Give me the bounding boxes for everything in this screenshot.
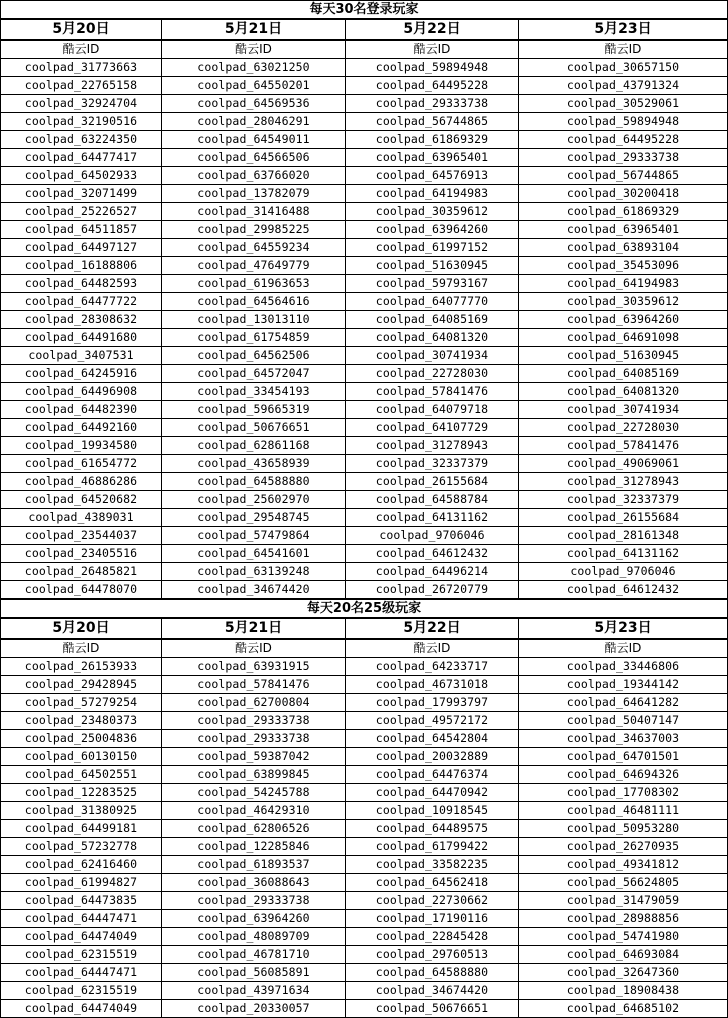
player-id-cell[interactable]: coolpad_32337379 bbox=[519, 491, 728, 509]
player-id-cell[interactable]: coolpad_64499181 bbox=[1, 820, 162, 838]
table-row bbox=[1, 113, 728, 131]
player-id-cell[interactable]: coolpad_23480373 bbox=[1, 712, 162, 730]
table-row bbox=[1, 257, 728, 275]
table-row bbox=[1, 221, 728, 239]
player-id-cell[interactable]: coolpad_19344142 bbox=[519, 676, 728, 694]
player-id-cell[interactable]: coolpad_31479059 bbox=[519, 892, 728, 910]
player-id-cell[interactable]: coolpad_64691098 bbox=[519, 329, 728, 347]
table-row bbox=[1, 563, 728, 581]
table-row bbox=[1, 820, 728, 838]
player-id-cell[interactable]: coolpad_61997152 bbox=[346, 239, 519, 257]
player-id-cell[interactable]: coolpad_64612432 bbox=[519, 581, 728, 599]
player-id-cell[interactable]: coolpad_64612432 bbox=[346, 545, 519, 563]
player-id-cell[interactable]: coolpad_64542804 bbox=[346, 730, 519, 748]
table-row bbox=[1, 401, 728, 419]
player-id-cell[interactable]: coolpad_34637003 bbox=[519, 730, 728, 748]
player-id-cell[interactable]: coolpad_46429310 bbox=[162, 802, 346, 820]
player-id-cell[interactable]: coolpad_64572047 bbox=[162, 365, 346, 383]
date-header: 5月23日 bbox=[519, 618, 728, 639]
player-id-cell[interactable]: coolpad_64562418 bbox=[346, 874, 519, 892]
player-id-cell[interactable]: coolpad_64693084 bbox=[519, 946, 728, 964]
player-id-cell[interactable]: coolpad_33446806 bbox=[519, 658, 728, 676]
player-id-cell[interactable]: coolpad_62700804 bbox=[162, 694, 346, 712]
player-id-cell[interactable]: coolpad_64478070 bbox=[1, 581, 162, 599]
section-2-body bbox=[1, 658, 728, 1018]
player-table-section-2 bbox=[0, 599, 728, 1018]
table-row bbox=[1, 293, 728, 311]
table-row bbox=[1, 275, 728, 293]
player-id-cell[interactable]: coolpad_64482593 bbox=[1, 275, 162, 293]
section-2-date-row bbox=[1, 618, 728, 639]
table-row bbox=[1, 748, 728, 766]
player-id-cell[interactable]: coolpad_50676651 bbox=[162, 419, 346, 437]
table-row bbox=[1, 509, 728, 527]
date-header: 5月21日 bbox=[162, 19, 346, 40]
player-id-cell[interactable]: coolpad_64085169 bbox=[346, 311, 519, 329]
player-id-cell[interactable]: coolpad_57479864 bbox=[162, 527, 346, 545]
table-row bbox=[1, 437, 728, 455]
player-id-cell[interactable]: coolpad_61869329 bbox=[346, 131, 519, 149]
player-id-cell[interactable]: coolpad_35453096 bbox=[519, 257, 728, 275]
player-id-cell[interactable]: coolpad_64549011 bbox=[162, 131, 346, 149]
player-id-cell[interactable]: coolpad_64245916 bbox=[1, 365, 162, 383]
player-id-cell[interactable]: coolpad_61799422 bbox=[346, 838, 519, 856]
player-id-cell[interactable]: coolpad_64588880 bbox=[162, 473, 346, 491]
player-id-cell[interactable]: coolpad_3407531 bbox=[1, 347, 162, 365]
player-id-cell[interactable]: coolpad_64576913 bbox=[346, 167, 519, 185]
player-id-cell[interactable]: coolpad_31278943 bbox=[346, 437, 519, 455]
player-id-cell[interactable]: coolpad_64491680 bbox=[1, 329, 162, 347]
section-1-body bbox=[1, 59, 728, 599]
player-id-cell[interactable]: coolpad_22765158 bbox=[1, 77, 162, 95]
player-id-cell[interactable]: coolpad_64559234 bbox=[162, 239, 346, 257]
player-id-cell[interactable]: coolpad_22728030 bbox=[519, 419, 728, 437]
player-id-cell[interactable]: coolpad_64131162 bbox=[519, 545, 728, 563]
table-row bbox=[1, 545, 728, 563]
player-id-cell[interactable]: coolpad_17993797 bbox=[346, 694, 519, 712]
player-id-cell[interactable]: coolpad_63899845 bbox=[162, 766, 346, 784]
table-row bbox=[1, 365, 728, 383]
player-id-cell[interactable]: coolpad_28308632 bbox=[1, 311, 162, 329]
section-1-id-header-row bbox=[1, 40, 728, 59]
player-id-cell[interactable]: coolpad_22845428 bbox=[346, 928, 519, 946]
player-id-cell[interactable]: coolpad_32337379 bbox=[346, 455, 519, 473]
player-id-cell[interactable]: coolpad_31773663 bbox=[1, 59, 162, 77]
table-row bbox=[1, 131, 728, 149]
player-id-cell[interactable]: coolpad_60130150 bbox=[1, 748, 162, 766]
player-id-cell[interactable]: coolpad_64194983 bbox=[346, 185, 519, 203]
player-id-cell[interactable]: coolpad_63893104 bbox=[519, 239, 728, 257]
table-row bbox=[1, 928, 728, 946]
player-id-cell[interactable]: coolpad_64502551 bbox=[1, 766, 162, 784]
player-id-cell[interactable]: coolpad_56744865 bbox=[519, 167, 728, 185]
player-id-cell[interactable]: coolpad_64107729 bbox=[346, 419, 519, 437]
section-1-title-row bbox=[1, 1, 728, 20]
player-id-cell[interactable]: coolpad_29428945 bbox=[1, 676, 162, 694]
player-id-cell[interactable]: coolpad_49341812 bbox=[519, 856, 728, 874]
player-id-cell[interactable]: coolpad_54245788 bbox=[162, 784, 346, 802]
player-id-cell[interactable]: coolpad_26720779 bbox=[346, 581, 519, 599]
player-id-cell[interactable]: coolpad_57232778 bbox=[1, 838, 162, 856]
player-id-cell[interactable]: coolpad_26155684 bbox=[519, 509, 728, 527]
player-id-cell[interactable]: coolpad_64470942 bbox=[346, 784, 519, 802]
player-id-cell[interactable]: coolpad_56085891 bbox=[162, 964, 346, 982]
player-id-cell[interactable]: coolpad_34674420 bbox=[162, 581, 346, 599]
player-id-cell[interactable]: coolpad_64511857 bbox=[1, 221, 162, 239]
player-id-cell[interactable]: coolpad_25004836 bbox=[1, 730, 162, 748]
table-row bbox=[1, 203, 728, 221]
id-column-header: 酷云ID bbox=[1, 40, 162, 59]
player-id-cell[interactable]: coolpad_29760513 bbox=[346, 946, 519, 964]
player-id-cell[interactable]: coolpad_28046291 bbox=[162, 113, 346, 131]
player-id-cell[interactable]: coolpad_64081320 bbox=[346, 329, 519, 347]
player-id-cell[interactable]: coolpad_22730662 bbox=[346, 892, 519, 910]
table-row bbox=[1, 383, 728, 401]
player-id-cell[interactable]: coolpad_18908438 bbox=[519, 982, 728, 1000]
table-row bbox=[1, 910, 728, 928]
player-id-cell[interactable]: coolpad_23544037 bbox=[1, 527, 162, 545]
player-id-cell[interactable]: coolpad_25602970 bbox=[162, 491, 346, 509]
table-row bbox=[1, 239, 728, 257]
player-id-cell[interactable]: coolpad_32647360 bbox=[519, 964, 728, 982]
player-id-cell[interactable]: coolpad_64701501 bbox=[519, 748, 728, 766]
table-row bbox=[1, 491, 728, 509]
player-id-cell[interactable]: coolpad_64233717 bbox=[346, 658, 519, 676]
player-id-cell[interactable]: coolpad_4389031 bbox=[1, 509, 162, 527]
player-id-cell[interactable]: coolpad_64588784 bbox=[346, 491, 519, 509]
player-id-cell[interactable]: coolpad_62861168 bbox=[162, 437, 346, 455]
player-id-cell[interactable]: coolpad_26153933 bbox=[1, 658, 162, 676]
section-2-title-row bbox=[1, 600, 728, 619]
player-id-cell[interactable]: coolpad_26155684 bbox=[346, 473, 519, 491]
player-id-cell[interactable]: coolpad_64477417 bbox=[1, 149, 162, 167]
table-row bbox=[1, 59, 728, 77]
player-id-cell[interactable]: coolpad_17708302 bbox=[519, 784, 728, 802]
id-column-header: 酷云ID bbox=[162, 40, 346, 59]
player-id-cell[interactable]: coolpad_64473835 bbox=[1, 892, 162, 910]
player-id-cell[interactable]: coolpad_47649779 bbox=[162, 257, 346, 275]
player-id-cell[interactable]: coolpad_50953280 bbox=[519, 820, 728, 838]
player-id-cell[interactable]: coolpad_57841476 bbox=[519, 437, 728, 455]
player-id-cell[interactable]: coolpad_62416460 bbox=[1, 856, 162, 874]
player-id-cell[interactable]: coolpad_32071499 bbox=[1, 185, 162, 203]
player-id-cell[interactable]: coolpad_61963653 bbox=[162, 275, 346, 293]
date-header: 5月23日 bbox=[519, 19, 728, 40]
player-id-cell[interactable]: coolpad_43658939 bbox=[162, 455, 346, 473]
player-id-cell[interactable]: coolpad_56624805 bbox=[519, 874, 728, 892]
player-id-cell[interactable]: coolpad_30359612 bbox=[519, 293, 728, 311]
table-row bbox=[1, 838, 728, 856]
section-1-date-row bbox=[1, 19, 728, 40]
player-id-cell[interactable]: coolpad_13782079 bbox=[162, 185, 346, 203]
player-id-cell[interactable]: coolpad_29333738 bbox=[162, 730, 346, 748]
table-row bbox=[1, 676, 728, 694]
player-id-cell[interactable]: coolpad_64447471 bbox=[1, 964, 162, 982]
player-id-cell[interactable]: coolpad_62806526 bbox=[162, 820, 346, 838]
player-id-cell[interactable]: coolpad_59894948 bbox=[519, 113, 728, 131]
section-2-title: 每天20名25级玩家 bbox=[1, 600, 728, 619]
player-id-cell[interactable]: coolpad_31380925 bbox=[1, 802, 162, 820]
player-id-cell[interactable]: coolpad_64520682 bbox=[1, 491, 162, 509]
table-row bbox=[1, 455, 728, 473]
player-id-cell[interactable]: coolpad_64588880 bbox=[346, 964, 519, 982]
id-column-header: 酷云ID bbox=[519, 639, 728, 658]
player-id-cell[interactable]: coolpad_30529061 bbox=[519, 95, 728, 113]
table-row bbox=[1, 527, 728, 545]
table-row bbox=[1, 730, 728, 748]
id-column-header: 酷云ID bbox=[346, 40, 519, 59]
table-row bbox=[1, 167, 728, 185]
player-id-cell[interactable]: coolpad_64447471 bbox=[1, 910, 162, 928]
player-id-cell[interactable]: coolpad_19934580 bbox=[1, 437, 162, 455]
player-id-cell[interactable]: coolpad_64489575 bbox=[346, 820, 519, 838]
player-id-cell[interactable]: coolpad_64497127 bbox=[1, 239, 162, 257]
player-id-cell[interactable]: coolpad_63965401 bbox=[346, 149, 519, 167]
player-id-cell[interactable]: coolpad_64474049 bbox=[1, 1000, 162, 1018]
player-id-cell[interactable]: coolpad_22728030 bbox=[346, 365, 519, 383]
table-row bbox=[1, 311, 728, 329]
player-id-cell[interactable]: coolpad_13013110 bbox=[162, 311, 346, 329]
player-id-cell[interactable]: coolpad_61754859 bbox=[162, 329, 346, 347]
player-id-cell[interactable]: coolpad_50676651 bbox=[346, 1000, 519, 1018]
player-id-cell[interactable]: coolpad_64564616 bbox=[162, 293, 346, 311]
player-id-cell[interactable]: coolpad_29333738 bbox=[346, 95, 519, 113]
player-id-cell[interactable]: coolpad_10918545 bbox=[346, 802, 519, 820]
player-id-cell[interactable]: coolpad_61869329 bbox=[519, 203, 728, 221]
player-id-cell[interactable]: coolpad_54741980 bbox=[519, 928, 728, 946]
table-row bbox=[1, 784, 728, 802]
player-id-cell[interactable]: coolpad_30741934 bbox=[519, 401, 728, 419]
table-row bbox=[1, 766, 728, 784]
player-id-cell[interactable]: coolpad_28988856 bbox=[519, 910, 728, 928]
player-id-cell[interactable]: coolpad_20032889 bbox=[346, 748, 519, 766]
player-id-cell[interactable]: coolpad_63964260 bbox=[162, 910, 346, 928]
player-id-cell[interactable]: coolpad_20330057 bbox=[162, 1000, 346, 1018]
player-id-cell[interactable]: coolpad_64085169 bbox=[519, 365, 728, 383]
player-id-cell[interactable]: coolpad_46781710 bbox=[162, 946, 346, 964]
player-id-cell[interactable]: coolpad_64492160 bbox=[1, 419, 162, 437]
date-header: 5月20日 bbox=[1, 19, 162, 40]
table-row bbox=[1, 802, 728, 820]
player-id-cell[interactable]: coolpad_33454193 bbox=[162, 383, 346, 401]
player-id-cell[interactable]: coolpad_32190516 bbox=[1, 113, 162, 131]
player-id-cell[interactable]: coolpad_62315519 bbox=[1, 982, 162, 1000]
table-row bbox=[1, 95, 728, 113]
table-row bbox=[1, 473, 728, 491]
player-id-cell[interactable]: coolpad_64474049 bbox=[1, 928, 162, 946]
table-row bbox=[1, 347, 728, 365]
player-id-cell[interactable]: coolpad_51630945 bbox=[346, 257, 519, 275]
player-id-cell[interactable]: coolpad_63965401 bbox=[519, 221, 728, 239]
table-row bbox=[1, 77, 728, 95]
player-id-cell[interactable]: coolpad_29548745 bbox=[162, 509, 346, 527]
player-id-cell[interactable]: coolpad_64641282 bbox=[519, 694, 728, 712]
player-id-cell[interactable]: coolpad_30741934 bbox=[346, 347, 519, 365]
player-id-cell[interactable]: coolpad_64694326 bbox=[519, 766, 728, 784]
player-id-cell[interactable]: coolpad_63964260 bbox=[346, 221, 519, 239]
player-id-cell[interactable]: coolpad_63964260 bbox=[519, 311, 728, 329]
player-id-cell[interactable]: coolpad_9706046 bbox=[346, 527, 519, 545]
player-id-cell[interactable]: coolpad_17190116 bbox=[346, 910, 519, 928]
player-id-cell[interactable]: coolpad_29333738 bbox=[519, 149, 728, 167]
player-id-cell[interactable]: coolpad_64502933 bbox=[1, 167, 162, 185]
player-id-cell[interactable]: coolpad_23405516 bbox=[1, 545, 162, 563]
table-row bbox=[1, 658, 728, 676]
player-id-cell[interactable]: coolpad_48089709 bbox=[162, 928, 346, 946]
player-id-cell[interactable]: coolpad_29333738 bbox=[162, 892, 346, 910]
date-header: 5月20日 bbox=[1, 618, 162, 639]
player-id-cell[interactable]: coolpad_31278943 bbox=[519, 473, 728, 491]
date-header: 5月21日 bbox=[162, 618, 346, 639]
date-header: 5月22日 bbox=[346, 19, 519, 40]
player-id-cell[interactable]: coolpad_64482390 bbox=[1, 401, 162, 419]
player-id-cell[interactable]: coolpad_64081320 bbox=[519, 383, 728, 401]
table-row bbox=[1, 149, 728, 167]
player-id-cell[interactable]: coolpad_32924704 bbox=[1, 95, 162, 113]
player-id-cell[interactable]: coolpad_43791324 bbox=[519, 77, 728, 95]
date-header: 5月22日 bbox=[346, 618, 519, 639]
player-id-cell[interactable]: coolpad_61654772 bbox=[1, 455, 162, 473]
player-id-cell[interactable]: coolpad_64685102 bbox=[519, 1000, 728, 1018]
player-id-cell[interactable]: coolpad_64541601 bbox=[162, 545, 346, 563]
player-id-cell[interactable]: coolpad_64476374 bbox=[346, 766, 519, 784]
table-row bbox=[1, 964, 728, 982]
player-id-cell[interactable]: coolpad_61994827 bbox=[1, 874, 162, 892]
id-column-header: 酷云ID bbox=[1, 639, 162, 658]
player-id-cell[interactable]: coolpad_25226527 bbox=[1, 203, 162, 221]
section-1-title: 每天30名登录玩家 bbox=[1, 1, 728, 20]
player-id-cell[interactable]: coolpad_30657150 bbox=[519, 59, 728, 77]
player-id-cell[interactable]: coolpad_46481111 bbox=[519, 802, 728, 820]
player-id-cell[interactable]: coolpad_50407147 bbox=[519, 712, 728, 730]
player-id-cell[interactable]: coolpad_12285846 bbox=[162, 838, 346, 856]
table-row bbox=[1, 856, 728, 874]
player-id-cell[interactable]: coolpad_36088643 bbox=[162, 874, 346, 892]
player-id-cell[interactable]: coolpad_64077770 bbox=[346, 293, 519, 311]
player-id-cell[interactable]: coolpad_51630945 bbox=[519, 347, 728, 365]
player-id-cell[interactable]: coolpad_64562506 bbox=[162, 347, 346, 365]
player-id-cell[interactable]: coolpad_64495228 bbox=[346, 77, 519, 95]
player-id-cell[interactable]: coolpad_34674420 bbox=[346, 982, 519, 1000]
player-id-cell[interactable]: coolpad_63021250 bbox=[162, 59, 346, 77]
player-id-cell[interactable]: coolpad_64477722 bbox=[1, 293, 162, 311]
player-id-cell[interactable]: coolpad_33582235 bbox=[346, 856, 519, 874]
player-id-cell[interactable]: coolpad_59894948 bbox=[346, 59, 519, 77]
player-id-cell[interactable]: coolpad_26485821 bbox=[1, 563, 162, 581]
player-id-cell[interactable]: coolpad_57279254 bbox=[1, 694, 162, 712]
player-id-cell[interactable]: coolpad_57841476 bbox=[346, 383, 519, 401]
player-id-cell[interactable]: coolpad_64550201 bbox=[162, 77, 346, 95]
player-id-cell[interactable]: coolpad_12283525 bbox=[1, 784, 162, 802]
player-id-cell[interactable]: coolpad_64569536 bbox=[162, 95, 346, 113]
player-id-cell[interactable]: coolpad_46886286 bbox=[1, 473, 162, 491]
player-id-cell[interactable]: coolpad_64496214 bbox=[346, 563, 519, 581]
player-id-cell[interactable]: coolpad_63139248 bbox=[162, 563, 346, 581]
player-id-cell[interactable]: coolpad_64566506 bbox=[162, 149, 346, 167]
player-id-cell[interactable]: coolpad_59793167 bbox=[346, 275, 519, 293]
player-id-cell[interactable]: coolpad_29985225 bbox=[162, 221, 346, 239]
table-row bbox=[1, 874, 728, 892]
player-id-cell[interactable]: coolpad_46731018 bbox=[346, 676, 519, 694]
player-id-cell[interactable]: coolpad_64131162 bbox=[346, 509, 519, 527]
table-row bbox=[1, 419, 728, 437]
table-row bbox=[1, 185, 728, 203]
player-id-cell[interactable]: coolpad_30200418 bbox=[519, 185, 728, 203]
player-id-cell[interactable]: coolpad_56744865 bbox=[346, 113, 519, 131]
player-id-cell[interactable]: coolpad_62315519 bbox=[1, 946, 162, 964]
table-row bbox=[1, 329, 728, 347]
section-2-id-header-row bbox=[1, 639, 728, 658]
player-id-cell[interactable]: coolpad_63931915 bbox=[162, 658, 346, 676]
player-id-cell[interactable]: coolpad_30359612 bbox=[346, 203, 519, 221]
table-row bbox=[1, 694, 728, 712]
table-row bbox=[1, 892, 728, 910]
player-id-cell[interactable]: coolpad_59665319 bbox=[162, 401, 346, 419]
player-id-cell[interactable]: coolpad_16188806 bbox=[1, 257, 162, 275]
player-id-cell[interactable]: coolpad_57841476 bbox=[162, 676, 346, 694]
player-id-cell[interactable]: coolpad_64496908 bbox=[1, 383, 162, 401]
table-row bbox=[1, 712, 728, 730]
player-id-cell[interactable]: coolpad_28161348 bbox=[519, 527, 728, 545]
player-id-cell[interactable]: coolpad_64495228 bbox=[519, 131, 728, 149]
player-id-cell[interactable]: coolpad_49069061 bbox=[519, 455, 728, 473]
player-id-cell[interactable]: coolpad_64079718 bbox=[346, 401, 519, 419]
player-id-cell[interactable]: coolpad_63224350 bbox=[1, 131, 162, 149]
id-column-header: 酷云ID bbox=[519, 40, 728, 59]
player-id-cell[interactable]: coolpad_31416488 bbox=[162, 203, 346, 221]
id-column-header: 酷云ID bbox=[346, 639, 519, 658]
player-id-cell[interactable]: coolpad_59387042 bbox=[162, 748, 346, 766]
table-row bbox=[1, 946, 728, 964]
player-id-cell[interactable]: coolpad_49572172 bbox=[346, 712, 519, 730]
player-id-cell[interactable]: coolpad_29333738 bbox=[162, 712, 346, 730]
player-id-cell[interactable]: coolpad_9706046 bbox=[519, 563, 728, 581]
player-id-cell[interactable]: coolpad_26270935 bbox=[519, 838, 728, 856]
id-column-header: 酷云ID bbox=[162, 639, 346, 658]
table-row bbox=[1, 581, 728, 599]
player-id-cell[interactable]: coolpad_61893537 bbox=[162, 856, 346, 874]
table-row bbox=[1, 982, 728, 1000]
player-id-cell[interactable]: coolpad_63766020 bbox=[162, 167, 346, 185]
player-id-cell[interactable]: coolpad_64194983 bbox=[519, 275, 728, 293]
player-id-cell[interactable]: coolpad_43971634 bbox=[162, 982, 346, 1000]
